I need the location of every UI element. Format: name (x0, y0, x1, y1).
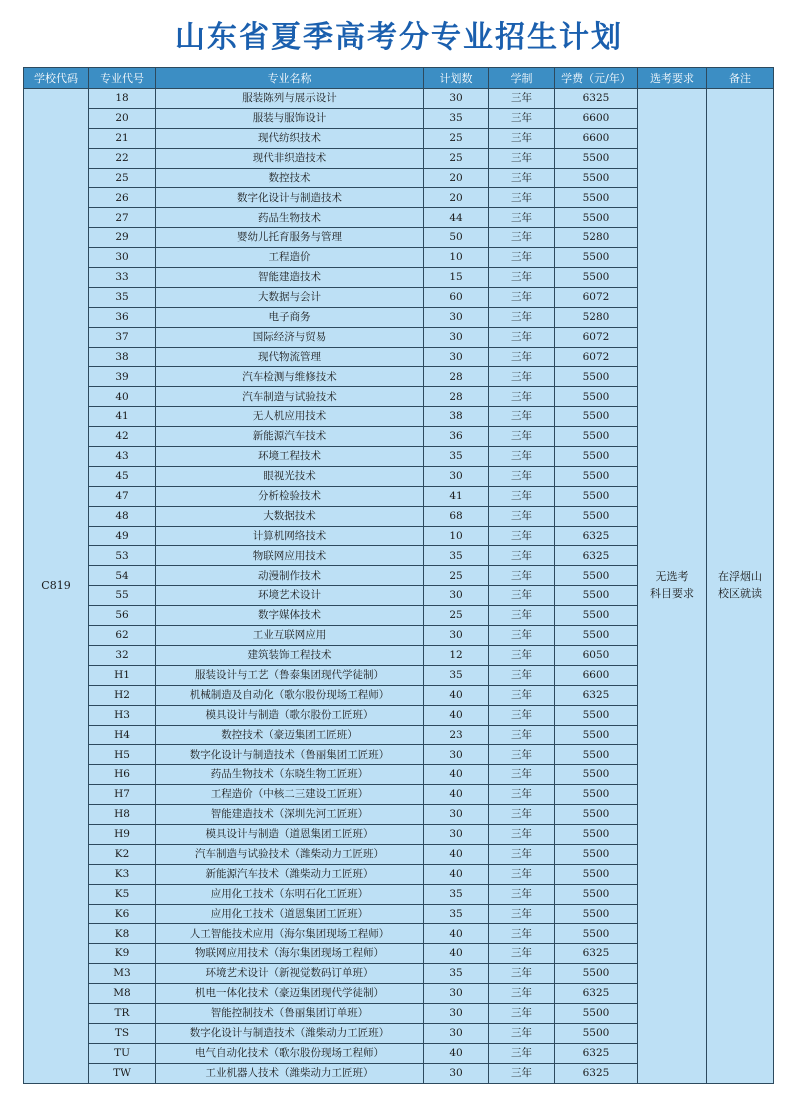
major-code-cell: 20 (89, 108, 156, 128)
header-school-code: 学校代码 (24, 68, 89, 89)
duration-cell: 三年 (489, 268, 555, 288)
duration-cell: 三年 (489, 108, 555, 128)
duration-cell: 三年 (489, 984, 555, 1004)
tuition-cell: 5500 (555, 884, 638, 904)
plan-count-cell: 40 (424, 705, 489, 725)
duration-cell: 三年 (489, 884, 555, 904)
tuition-cell: 5500 (555, 367, 638, 387)
major-code-cell: H9 (89, 824, 156, 844)
plan-count-cell: 35 (424, 447, 489, 467)
tuition-cell: 5500 (555, 248, 638, 268)
major-name-cell: 工业机器人技术（潍柴动力工匠班） (156, 1063, 424, 1083)
tuition-cell: 5500 (555, 506, 638, 526)
tuition-cell: 5500 (555, 168, 638, 188)
plan-count-cell: 25 (424, 148, 489, 168)
tuition-cell: 5500 (555, 745, 638, 765)
major-name-cell: 药品生物技术（东晓生物工匠班） (156, 765, 424, 785)
major-name-cell: 大数据技术 (156, 506, 424, 526)
duration-cell: 三年 (489, 745, 555, 765)
major-name-cell: 汽车制造与试验技术 (156, 387, 424, 407)
duration-cell: 三年 (489, 228, 555, 248)
major-code-cell: H2 (89, 685, 156, 705)
duration-cell: 三年 (489, 944, 555, 964)
major-name-cell: 服装设计与工艺（鲁泰集团现代学徒制） (156, 665, 424, 685)
major-name-cell: 物联网应用技术（海尔集团现场工程师） (156, 944, 424, 964)
major-name-cell: 电子商务 (156, 307, 424, 327)
major-code-cell: 21 (89, 128, 156, 148)
major-name-cell: 工程造价 (156, 248, 424, 268)
duration-cell: 三年 (489, 844, 555, 864)
major-name-cell: 模具设计与制造（歌尔股份工匠班） (156, 705, 424, 725)
plan-count-cell: 35 (424, 665, 489, 685)
duration-cell: 三年 (489, 208, 555, 228)
duration-cell: 三年 (489, 566, 555, 586)
duration-cell: 三年 (489, 546, 555, 566)
tuition-cell: 5500 (555, 805, 638, 825)
major-code-cell: 62 (89, 626, 156, 646)
plan-count-cell: 30 (424, 89, 489, 109)
tuition-cell: 5500 (555, 864, 638, 884)
table-row (24, 89, 774, 109)
tuition-cell: 5500 (555, 486, 638, 506)
major-code-cell: TU (89, 1043, 156, 1063)
tuition-cell: 6600 (555, 108, 638, 128)
major-code-cell: K6 (89, 904, 156, 924)
major-name-cell: 汽车制造与试验技术（潍柴动力工匠班） (156, 844, 424, 864)
tuition-cell: 5500 (555, 844, 638, 864)
major-name-cell: 机电一体化技术（豪迈集团现代学徒制） (156, 984, 424, 1004)
header-subject-requirement: 选考要求 (638, 68, 707, 89)
major-code-cell: 37 (89, 327, 156, 347)
tuition-cell: 5500 (555, 725, 638, 745)
plan-count-cell: 30 (424, 626, 489, 646)
plan-count-cell: 20 (424, 188, 489, 208)
major-name-cell: 动漫制作技术 (156, 566, 424, 586)
major-code-cell: 29 (89, 228, 156, 248)
page-title: 山东省夏季高考分专业招生计划 (175, 20, 623, 55)
major-code-cell: H5 (89, 745, 156, 765)
major-code-cell: TS (89, 1023, 156, 1043)
duration-cell: 三年 (489, 526, 555, 546)
major-name-cell: 婴幼儿托育服务与管理 (156, 228, 424, 248)
plan-count-cell: 25 (424, 128, 489, 148)
tuition-cell: 6325 (555, 1043, 638, 1063)
plan-count-cell: 40 (424, 765, 489, 785)
major-name-cell: 模具设计与制造（道恩集团工匠班） (156, 824, 424, 844)
major-name-cell: 工程造价（中核二三建设工匠班） (156, 785, 424, 805)
duration-cell: 三年 (489, 586, 555, 606)
duration-cell: 三年 (489, 248, 555, 268)
table-body (24, 89, 774, 1084)
plan-count-cell: 30 (424, 824, 489, 844)
plan-count-cell: 35 (424, 904, 489, 924)
major-name-cell: 数字媒体技术 (156, 606, 424, 626)
major-code-cell: K5 (89, 884, 156, 904)
plan-count-cell: 30 (424, 805, 489, 825)
plan-count-cell: 30 (424, 347, 489, 367)
major-code-cell: 35 (89, 287, 156, 307)
major-code-cell: 54 (89, 566, 156, 586)
duration-cell: 三年 (489, 805, 555, 825)
major-code-cell: 42 (89, 427, 156, 447)
major-name-cell: 新能源汽车技术（潍柴动力工匠班） (156, 864, 424, 884)
tuition-cell: 6325 (555, 546, 638, 566)
duration-cell: 三年 (489, 924, 555, 944)
major-name-cell: 工业互联网应用 (156, 626, 424, 646)
duration-cell: 三年 (489, 367, 555, 387)
major-name-cell: 现代物流管理 (156, 347, 424, 367)
major-code-cell: 56 (89, 606, 156, 626)
plan-count-cell: 50 (424, 228, 489, 248)
tuition-cell: 6325 (555, 526, 638, 546)
enrollment-plan-table (23, 67, 774, 1084)
major-code-cell: H3 (89, 705, 156, 725)
tuition-cell: 5500 (555, 427, 638, 447)
duration-cell: 三年 (489, 506, 555, 526)
major-name-cell: 智能建造技术 (156, 268, 424, 288)
tuition-cell: 5280 (555, 228, 638, 248)
duration-cell: 三年 (489, 447, 555, 467)
tuition-cell: 5500 (555, 466, 638, 486)
plan-count-cell: 30 (424, 984, 489, 1004)
duration-cell: 三年 (489, 824, 555, 844)
plan-count-cell: 28 (424, 367, 489, 387)
major-code-cell: 36 (89, 307, 156, 327)
tuition-cell: 6325 (555, 89, 638, 109)
plan-count-cell: 35 (424, 546, 489, 566)
tuition-cell: 5500 (555, 824, 638, 844)
duration-cell: 三年 (489, 466, 555, 486)
plan-count-cell: 38 (424, 407, 489, 427)
major-code-cell: K8 (89, 924, 156, 944)
plan-count-cell: 30 (424, 745, 489, 765)
tuition-cell: 6325 (555, 685, 638, 705)
major-code-cell: K2 (89, 844, 156, 864)
major-code-cell: 18 (89, 89, 156, 109)
tuition-cell: 5500 (555, 188, 638, 208)
tuition-cell: 5500 (555, 606, 638, 626)
tuition-cell: 5500 (555, 964, 638, 984)
tuition-cell: 5500 (555, 785, 638, 805)
header-major-name: 专业名称 (156, 68, 424, 89)
duration-cell: 三年 (489, 765, 555, 785)
header-duration: 学制 (489, 68, 555, 89)
plan-count-cell: 30 (424, 307, 489, 327)
major-code-cell: K3 (89, 864, 156, 884)
plan-count-cell: 68 (424, 506, 489, 526)
major-code-cell: 48 (89, 506, 156, 526)
plan-count-cell: 23 (424, 725, 489, 745)
major-code-cell: TR (89, 1003, 156, 1023)
plan-count-cell: 10 (424, 526, 489, 546)
tuition-cell: 5500 (555, 407, 638, 427)
major-code-cell: 55 (89, 586, 156, 606)
duration-cell: 三年 (489, 964, 555, 984)
header-major-code: 专业代号 (89, 68, 156, 89)
duration-cell: 三年 (489, 148, 555, 168)
tuition-cell: 6325 (555, 1063, 638, 1083)
major-name-cell: 数控技术 (156, 168, 424, 188)
plan-count-cell: 40 (424, 864, 489, 884)
subject-requirement-line: 无选考 (655, 570, 689, 584)
major-name-cell: 服装与服饰设计 (156, 108, 424, 128)
major-code-cell: 26 (89, 188, 156, 208)
plan-count-cell: 30 (424, 466, 489, 486)
major-code-cell: 43 (89, 447, 156, 467)
duration-cell: 三年 (489, 606, 555, 626)
major-name-cell: 数字化设计与制造技术（鲁丽集团工匠班） (156, 745, 424, 765)
plan-count-cell: 30 (424, 327, 489, 347)
major-name-cell: 电气自动化技术（歌尔股份现场工程师） (156, 1043, 424, 1063)
duration-cell: 三年 (489, 486, 555, 506)
duration-cell: 三年 (489, 705, 555, 725)
major-name-cell: 建筑装饰工程技术 (156, 645, 424, 665)
major-code-cell: 30 (89, 248, 156, 268)
major-name-cell: 服装陈列与展示设计 (156, 89, 424, 109)
duration-cell: 三年 (489, 725, 555, 745)
major-code-cell: 32 (89, 645, 156, 665)
major-name-cell: 分析检验技术 (156, 486, 424, 506)
major-code-cell: 27 (89, 208, 156, 228)
duration-cell: 三年 (489, 387, 555, 407)
tuition-cell: 6600 (555, 128, 638, 148)
header-tuition: 学费（元/年） (555, 68, 638, 89)
tuition-cell: 6072 (555, 287, 638, 307)
note-line: 在浮烟山 (718, 570, 762, 584)
major-name-cell: 新能源汽车技术 (156, 427, 424, 447)
tuition-cell: 6050 (555, 645, 638, 665)
plan-count-cell: 40 (424, 685, 489, 705)
duration-cell: 三年 (489, 1003, 555, 1023)
duration-cell: 三年 (489, 1063, 555, 1083)
duration-cell: 三年 (489, 1043, 555, 1063)
tuition-cell: 5500 (555, 387, 638, 407)
tuition-cell: 5500 (555, 1023, 638, 1043)
plan-count-cell: 40 (424, 924, 489, 944)
major-code-cell: 49 (89, 526, 156, 546)
duration-cell: 三年 (489, 427, 555, 447)
note-cell (707, 89, 774, 1084)
duration-cell: 三年 (489, 287, 555, 307)
major-name-cell: 眼视光技术 (156, 466, 424, 486)
major-name-cell: 智能建造技术（深圳先河工匠班） (156, 805, 424, 825)
major-name-cell: 智能控制技术（鲁丽集团订单班） (156, 1003, 424, 1023)
plan-count-cell: 28 (424, 387, 489, 407)
tuition-cell: 5500 (555, 1003, 638, 1023)
major-name-cell: 数控技术（豪迈集团工匠班） (156, 725, 424, 745)
major-code-cell: 38 (89, 347, 156, 367)
duration-cell: 三年 (489, 188, 555, 208)
major-code-cell: TW (89, 1063, 156, 1083)
tuition-cell: 6325 (555, 984, 638, 1004)
plan-count-cell: 36 (424, 427, 489, 447)
major-name-cell: 物联网应用技术 (156, 546, 424, 566)
major-name-cell: 环境艺术设计（新视觉数码订单班） (156, 964, 424, 984)
tuition-cell: 5500 (555, 148, 638, 168)
major-name-cell: 大数据与会计 (156, 287, 424, 307)
major-code-cell: 39 (89, 367, 156, 387)
duration-cell: 三年 (489, 645, 555, 665)
plan-count-cell: 35 (424, 964, 489, 984)
note-line: 校区就读 (718, 586, 762, 600)
duration-cell: 三年 (489, 665, 555, 685)
plan-count-cell: 35 (424, 108, 489, 128)
plan-count-cell: 44 (424, 208, 489, 228)
tuition-cell: 5500 (555, 765, 638, 785)
tuition-cell: 5500 (555, 924, 638, 944)
major-code-cell: H1 (89, 665, 156, 685)
major-name-cell: 无人机应用技术 (156, 407, 424, 427)
duration-cell: 三年 (489, 89, 555, 109)
major-name-cell: 数字化设计与制造技术 (156, 188, 424, 208)
major-name-cell: 应用化工技术（东明石化工匠班） (156, 884, 424, 904)
major-name-cell: 国际经济与贸易 (156, 327, 424, 347)
major-name-cell: 机械制造及自动化（歌尔股份现场工程师） (156, 685, 424, 705)
tuition-cell: 6072 (555, 347, 638, 367)
duration-cell: 三年 (489, 347, 555, 367)
major-code-cell: 40 (89, 387, 156, 407)
major-code-cell: 22 (89, 148, 156, 168)
major-name-cell: 环境艺术设计 (156, 586, 424, 606)
tuition-cell: 5280 (555, 307, 638, 327)
subject-requirement-line: 科目要求 (650, 586, 694, 600)
plan-count-cell: 30 (424, 586, 489, 606)
duration-cell: 三年 (489, 1023, 555, 1043)
major-code-cell: 33 (89, 268, 156, 288)
tuition-cell: 6072 (555, 327, 638, 347)
duration-cell: 三年 (489, 327, 555, 347)
major-code-cell: M8 (89, 984, 156, 1004)
duration-cell: 三年 (489, 626, 555, 646)
plan-count-cell: 30 (424, 1063, 489, 1083)
plan-count-cell: 25 (424, 606, 489, 626)
plan-count-cell: 41 (424, 486, 489, 506)
tuition-cell: 5500 (555, 586, 638, 606)
duration-cell: 三年 (489, 407, 555, 427)
major-code-cell: 47 (89, 486, 156, 506)
duration-cell: 三年 (489, 864, 555, 884)
plan-count-cell: 30 (424, 1003, 489, 1023)
major-name-cell: 数字化设计与制造技术（潍柴动力工匠班） (156, 1023, 424, 1043)
major-code-cell: 53 (89, 546, 156, 566)
tuition-cell: 5500 (555, 904, 638, 924)
major-name-cell: 人工智能技术应用（海尔集团现场工程师） (156, 924, 424, 944)
duration-cell: 三年 (489, 168, 555, 188)
table-header-row (24, 68, 774, 89)
plan-count-cell: 40 (424, 844, 489, 864)
duration-cell: 三年 (489, 685, 555, 705)
plan-count-cell: 40 (424, 944, 489, 964)
duration-cell: 三年 (489, 904, 555, 924)
plan-count-cell: 35 (424, 884, 489, 904)
tuition-cell: 5500 (555, 626, 638, 646)
major-name-cell: 药品生物技术 (156, 208, 424, 228)
duration-cell: 三年 (489, 307, 555, 327)
plan-count-cell: 25 (424, 566, 489, 586)
plan-count-cell: 30 (424, 1023, 489, 1043)
duration-cell: 三年 (489, 785, 555, 805)
plan-count-cell: 40 (424, 785, 489, 805)
tuition-cell: 6325 (555, 944, 638, 964)
plan-count-cell: 60 (424, 287, 489, 307)
major-name-cell: 计算机网络技术 (156, 526, 424, 546)
header-plan-count: 计划数 (424, 68, 489, 89)
major-code-cell: M3 (89, 964, 156, 984)
tuition-cell: 5500 (555, 705, 638, 725)
plan-count-cell: 40 (424, 1043, 489, 1063)
plan-count-cell: 12 (424, 645, 489, 665)
header-note: 备注 (707, 68, 774, 89)
major-name-cell: 应用化工技术（道恩集团工匠班） (156, 904, 424, 924)
major-code-cell: H7 (89, 785, 156, 805)
tuition-cell: 5500 (555, 268, 638, 288)
school-code-cell: C819 (24, 89, 89, 1084)
tuition-cell: 6600 (555, 665, 638, 685)
major-name-cell: 汽车检测与维修技术 (156, 367, 424, 387)
major-name-cell: 现代纺织技术 (156, 128, 424, 148)
major-code-cell: 45 (89, 466, 156, 486)
tuition-cell: 5500 (555, 566, 638, 586)
subject-requirement-cell (638, 89, 707, 1084)
major-code-cell: H6 (89, 765, 156, 785)
major-code-cell: H8 (89, 805, 156, 825)
major-code-cell: K9 (89, 944, 156, 964)
tuition-cell: 5500 (555, 208, 638, 228)
plan-count-cell: 20 (424, 168, 489, 188)
plan-count-cell: 15 (424, 268, 489, 288)
major-code-cell: 41 (89, 407, 156, 427)
major-name-cell: 环境工程技术 (156, 447, 424, 467)
major-code-cell: H4 (89, 725, 156, 745)
major-name-cell: 现代非织造技术 (156, 148, 424, 168)
plan-count-cell: 10 (424, 248, 489, 268)
tuition-cell: 5500 (555, 447, 638, 467)
major-code-cell: 25 (89, 168, 156, 188)
duration-cell: 三年 (489, 128, 555, 148)
